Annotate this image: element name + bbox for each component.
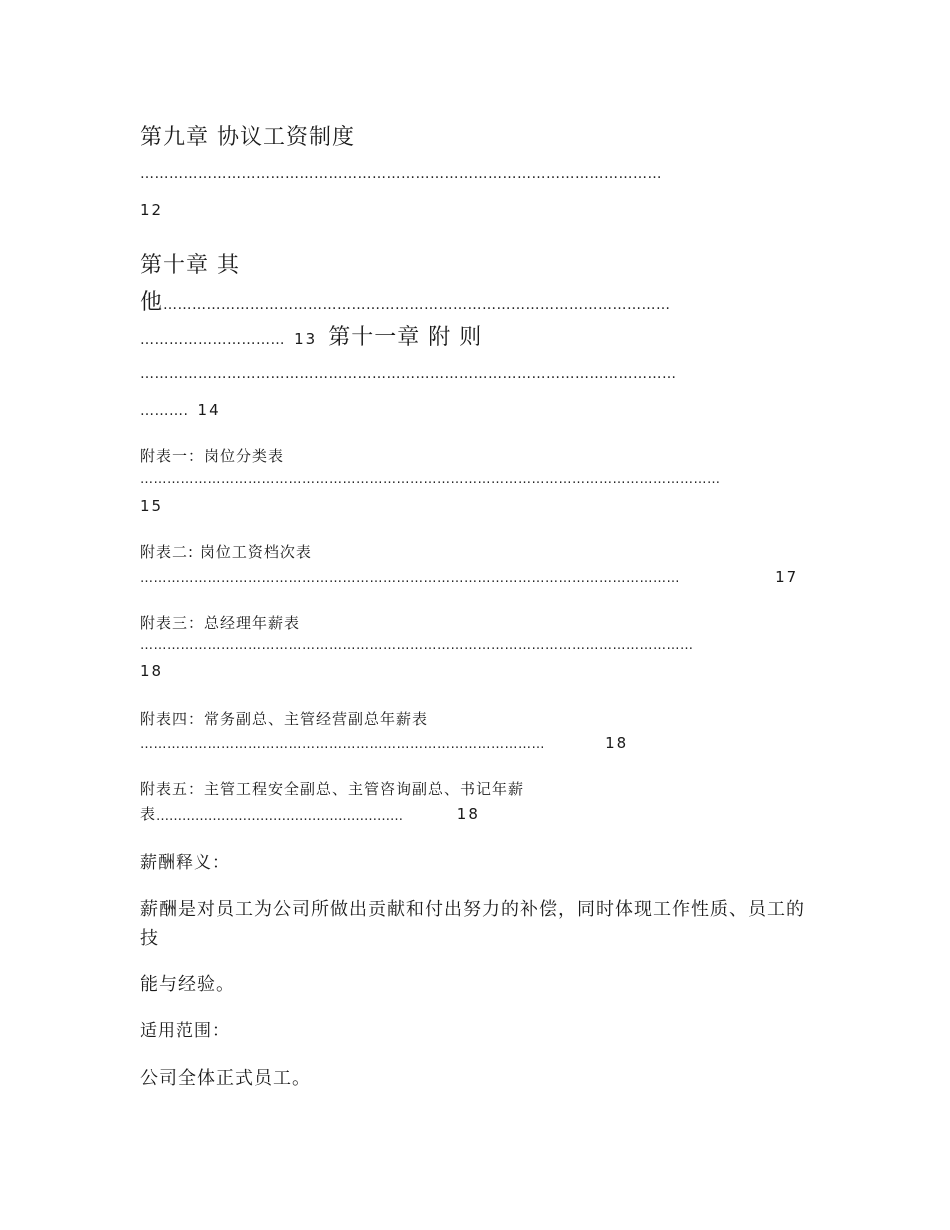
toc-app1-title[interactable]: 附表一：岗位分类表 (140, 447, 285, 465)
toc-app4-line2 (140, 733, 628, 752)
definition-text-line3: 能与经验。 (140, 974, 235, 995)
toc-app3-title[interactable]: 附表三：总经理年薪表 (140, 614, 301, 632)
scope-text: 公司全体正式员工。 (140, 1068, 311, 1089)
toc-ch11-title[interactable]: 第十一章 附 则 (328, 325, 483, 350)
toc-app1-page: 15 (140, 497, 164, 515)
toc-ch9-title[interactable]: 第九章 协议工资制度 (140, 125, 355, 150)
toc-ch10-page: 13 (294, 330, 318, 348)
toc-app5-title-cont: 表 (140, 805, 157, 823)
toc-app5-line2 (140, 803, 480, 824)
toc-ch10-leader-2: ………………………… (140, 332, 285, 348)
toc-app4-leader: ……………………………………………………………………………… (140, 737, 545, 752)
toc-app3-leader: …………………………………………………………………………………………………………… (140, 638, 694, 653)
definition-text-line2: 技 (140, 928, 159, 949)
toc-app2-page: 17 (775, 568, 799, 586)
toc-app2-title[interactable]: 附表二: 岗位工资档次表 (140, 543, 312, 561)
toc-app5-title[interactable]: 附表五：主管工程安全副总、主管咨询副总、书记年薪 (140, 780, 525, 798)
definition-label: 薪酬释义： (140, 853, 230, 873)
toc-app5-leader: ………………………………………………… (156, 809, 404, 824)
toc-app3-page: 18 (140, 662, 164, 680)
definition-text-line1: 薪酬是对员工为公司所做出贡献和付出努力的补偿，同时体现工作性质、员工的 (140, 899, 805, 920)
toc-app4-title[interactable]: 附表四：常务副总、主管经营副总年薪表 (140, 710, 429, 728)
toc-ch10-line2 (140, 285, 810, 316)
toc-ch11-leader: ………………………………………………………………………………………………… (140, 366, 677, 382)
toc-ch10-title[interactable]: 第十章 其 (140, 253, 240, 278)
toc-ch9-leader: ……………………………………………………………………………………………… (140, 166, 662, 182)
scope-label: 适用范围： (140, 1021, 230, 1041)
toc-app1-leader: ………………………………………………………………………………………………………………… (140, 472, 721, 487)
toc-app2-leader: ………………………………………………………………………………………………………… (140, 571, 680, 586)
toc-app5-page: 18 (456, 805, 480, 823)
toc-ch10-ch11-line (140, 320, 482, 351)
toc-ch10-leader: …………………………………………………………………………………………… (163, 297, 671, 313)
toc-app2-line2 (140, 567, 798, 586)
toc-ch11-line3 (140, 400, 221, 419)
toc-ch11-leader-2: ………. (140, 403, 189, 419)
toc-ch9-page: 12 (140, 201, 164, 219)
toc-ch10-title-cont: 他 (140, 290, 164, 315)
toc-ch11-page: 14 (197, 401, 221, 419)
toc-app4-page: 18 (605, 734, 629, 752)
